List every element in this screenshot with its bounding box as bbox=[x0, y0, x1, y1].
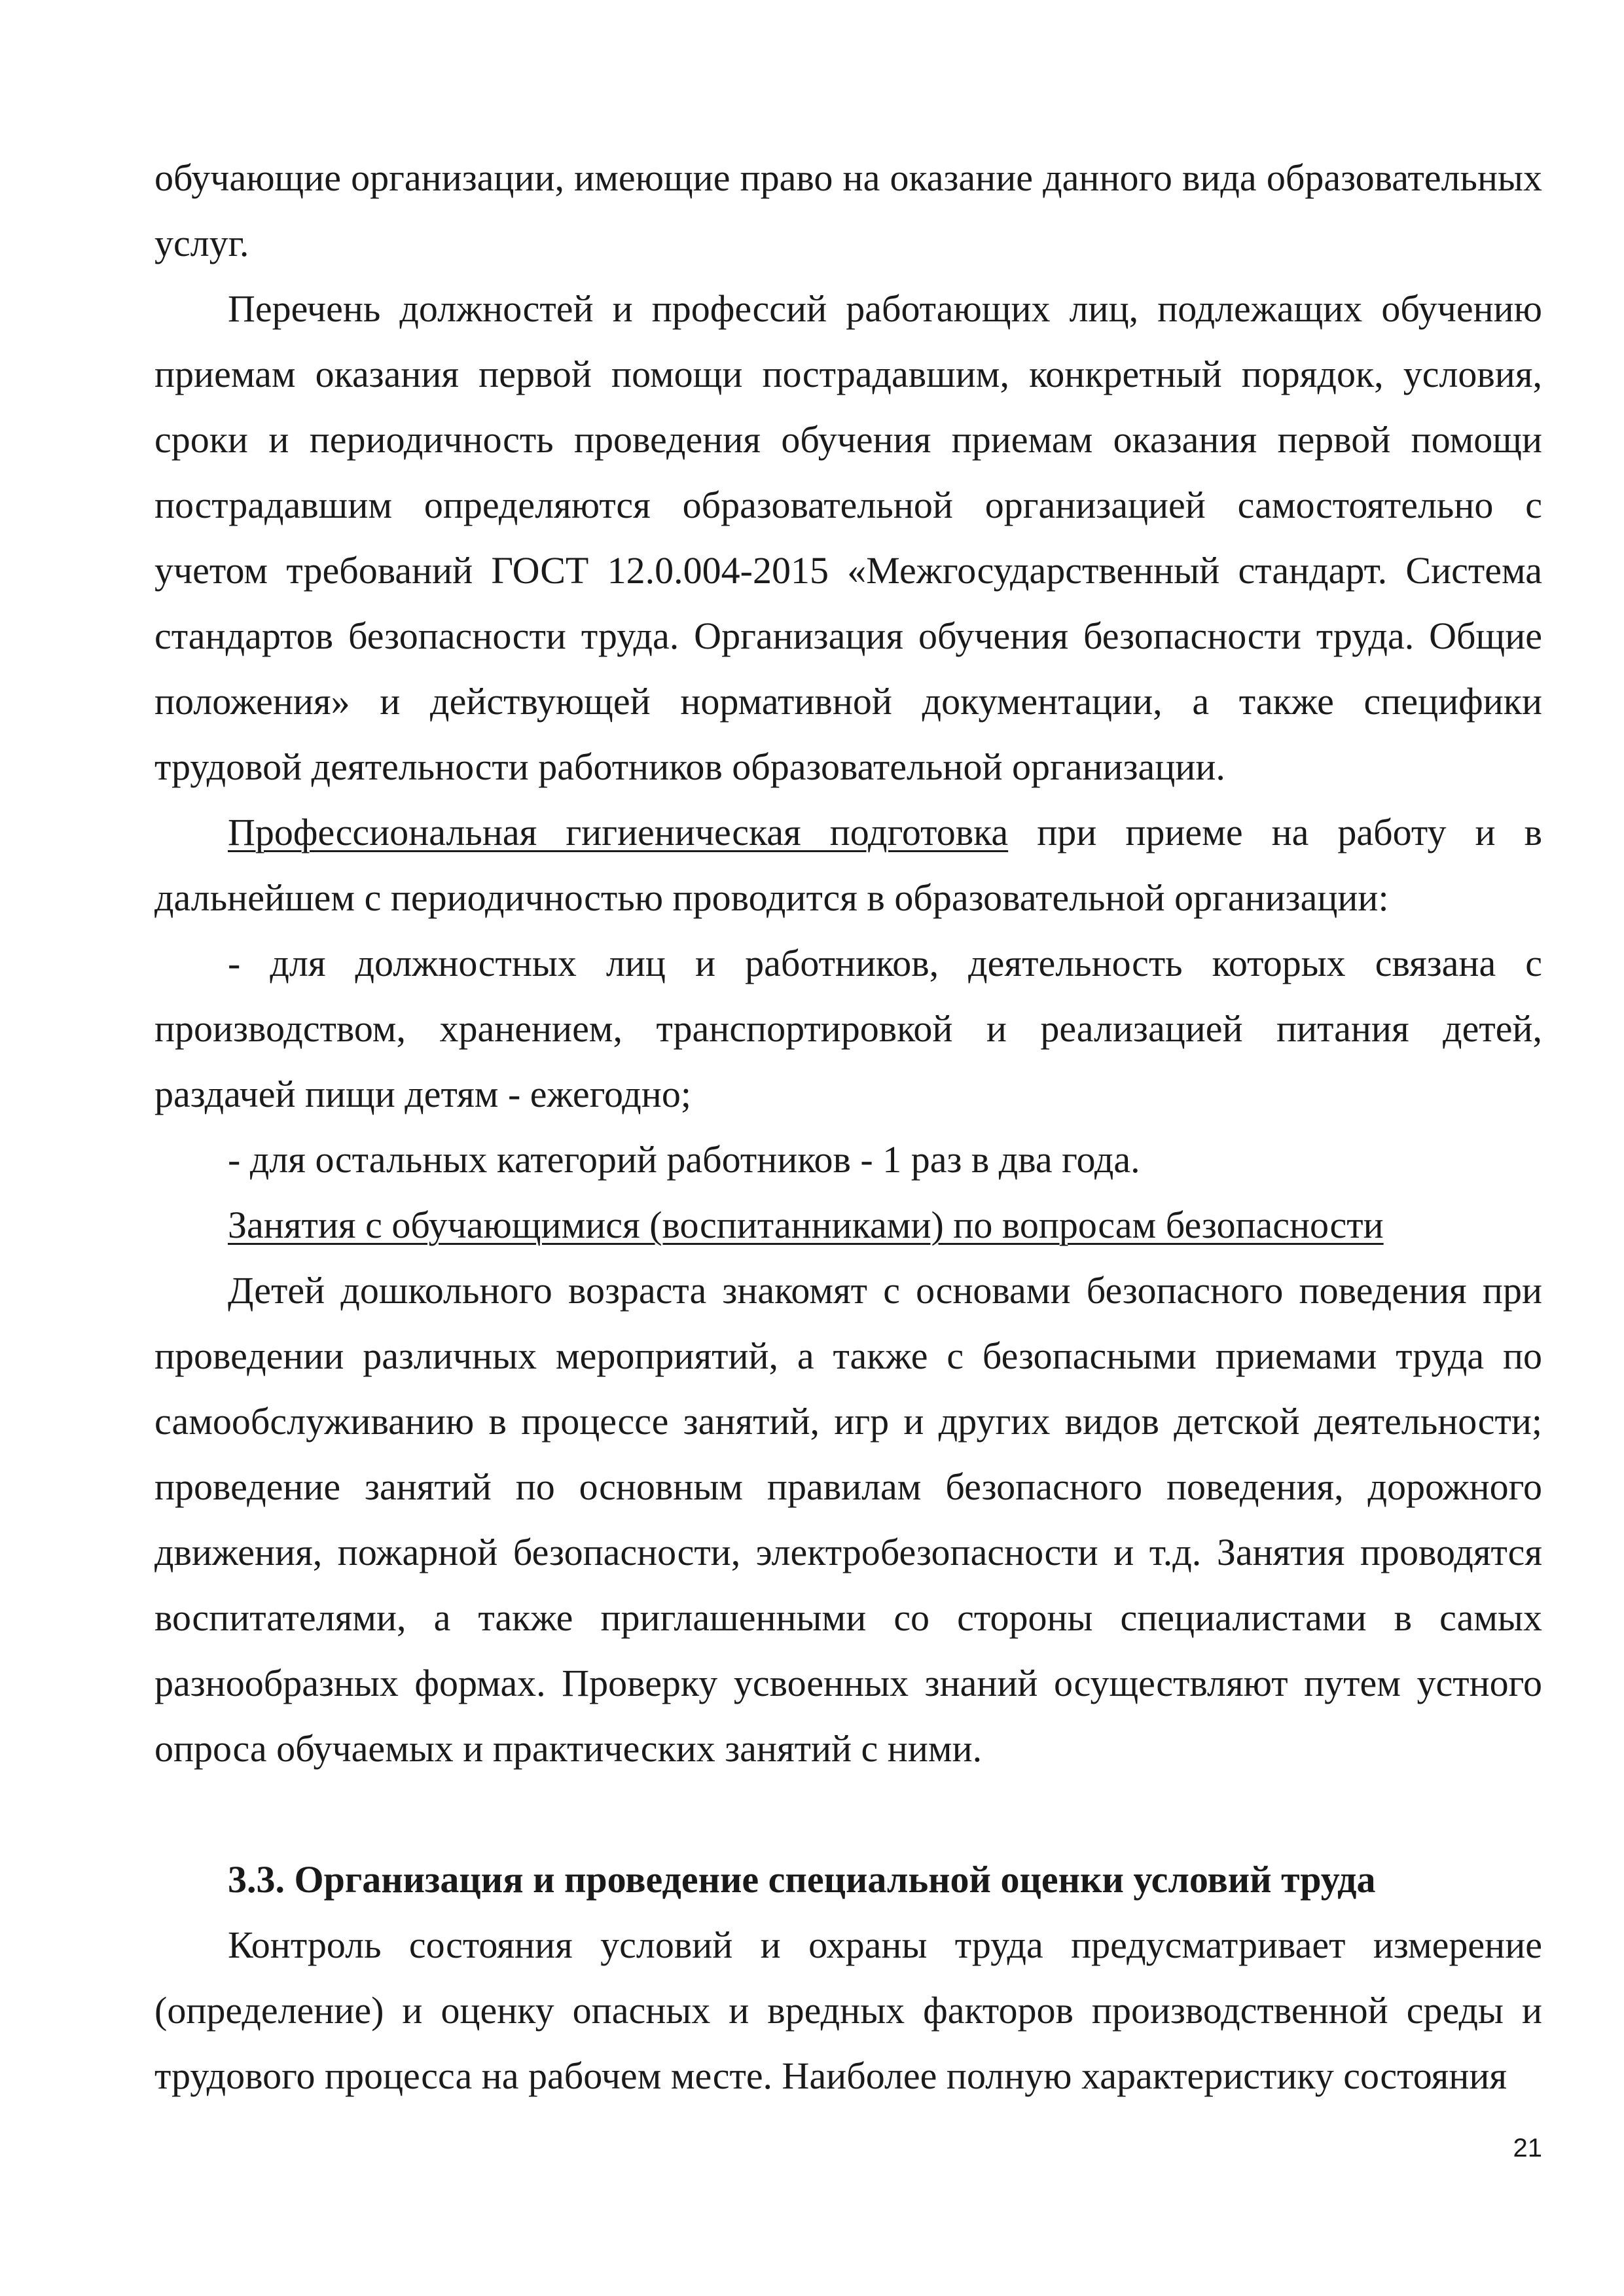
paragraph-working-conditions-control: Контроль состояния условий и охраны труда предусматривает измерение (определение) и оценку опасных и вредных факторов производственной среды и трудового процесса на рабочем месте. Наиболее полную характеристику состояния bbox=[154, 1924, 1542, 2097]
list-item-biennial: - для остальных категорий работников - 1 раз в два года. bbox=[228, 1138, 1140, 1181]
safety-lessons-underlined-title: Занятия с обучающимися (воспитанниками) по вопросам безопасности bbox=[228, 1204, 1384, 1246]
page-number: 21 bbox=[1513, 2134, 1542, 2162]
paragraph-preschool-safety: Детей дошкольного возраста знакомят с основами безопасного поведения при проведении различных мероприятий, а также с безопасными приемами труда по самообслуживанию в процессе занятий, игр и других видов детской деятельности; проведение занятий по основным правилам безопасного поведения, дорожного движения, пожарной безопасности, электробезопасности и т.д. Занятия проводятся воспитателями, а также приглашенными со стороны специалистами в самых разнообразных формах. Проверку усвоенных знаний осуществляют путем устного опроса обучаемых и практических занятий с ними. bbox=[154, 1269, 1542, 1770]
page-body bbox=[154, 145, 1542, 2109]
hygiene-training-underlined-term: Профессиональная гигиеническая подготовка bbox=[228, 811, 1009, 853]
list-item-annual: - для должностных лиц и работников, деятельность которых связана с производством, хранением, транспортировкой и реализацией питания детей, раздачей пищи детям - ежегодно; bbox=[154, 942, 1542, 1115]
paragraph-first-aid-training: Перечень должностей и профессий работающих лиц, подлежащих обучению приемам оказания первой помощи пострадавшим, конкретный порядок, условия, сроки и периодичность проведения обучения приемам оказания первой помощи пострадавшим определяются образовательной организацией самостоятельно с учетом требований ГОСТ 12.0.004-2015 «Межгосударственный стандарт. Система стандартов безопасности труда. Организация обучения безопасности труда. Общие положения» и действующей нормативной документации, а также специфики трудовой деятельности работников образовательной организации. bbox=[154, 287, 1542, 788]
paragraph-continuation: обучающие организации, имеющие право на оказание данного вида образовательных услуг. bbox=[154, 156, 1542, 264]
paragraph-hygiene-training bbox=[154, 800, 1542, 931]
hygiene-training-text: при приеме на работу и в дальнейшем с периодичностью проводится в образовательной организации: bbox=[154, 811, 1542, 919]
paragraph-safety-lessons-title bbox=[154, 1193, 1542, 1258]
section-heading: 3.3. Организация и проведение специальной оценки условий труда bbox=[228, 1858, 1376, 1901]
